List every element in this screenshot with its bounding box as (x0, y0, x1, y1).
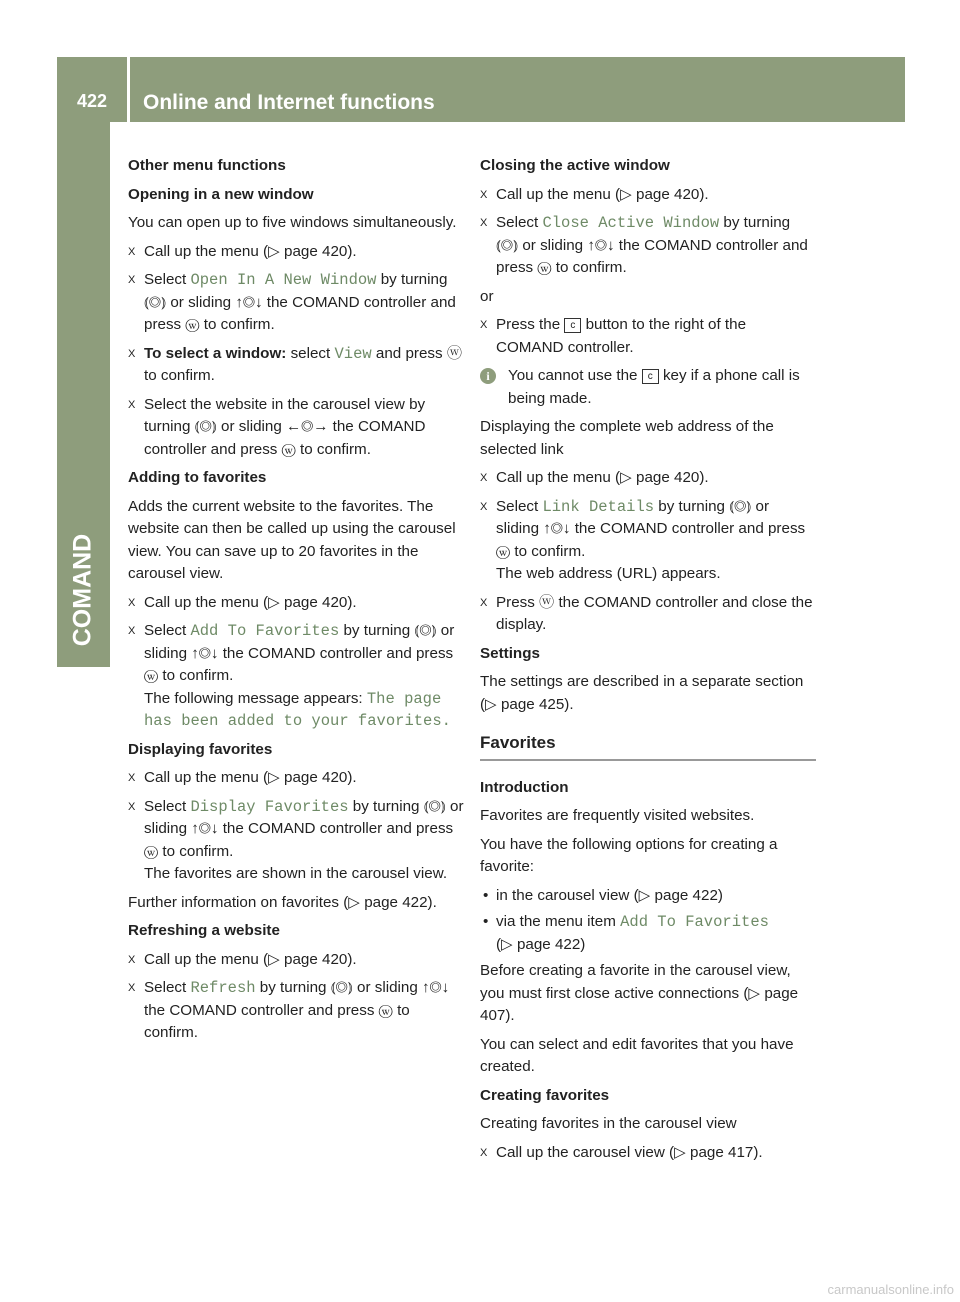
step-arrow-icon: X (480, 596, 488, 609)
section-title: Online and Internet functions (143, 91, 435, 114)
step: X Select Close Active Window by turning ⦅◎⦆ or sliding ↑◎↓ the COMAND controller and press ⓦ to confirm. (480, 214, 808, 276)
heading-adding-favorites: Adding to favorites (128, 469, 267, 486)
step-arrow-icon: X (128, 398, 136, 411)
step-arrow-icon: X (480, 472, 488, 484)
step-arrow-icon: X (128, 245, 136, 258)
step: X Call up the menu (▷ page 420). (128, 767, 464, 790)
paragraph: Displaying the complete web address of the selected link (480, 418, 774, 458)
header-divider (127, 57, 130, 122)
paragraph: Favorites are frequently visited websites. (480, 807, 755, 824)
paragraph: Adds the current website to the favorites. The website can then be called up using the carousel view. You can save up to 20 favorites in the carousel view. (128, 497, 456, 582)
heading-closing-window: Closing the active window (480, 157, 670, 174)
watermark: carmanualsonline.info (827, 1282, 954, 1297)
paragraph: Before creating a favorite in the carousel view, you must first close active connections (▷ page 407). (480, 962, 799, 1024)
list-item: • via the menu item Add To Favorites (▷ page 422) (483, 913, 769, 953)
step: X Call up the menu (▷ page 420). (128, 949, 464, 972)
step: X Press ⓦ the COMAND controller and close the display. (480, 593, 813, 633)
heading-introduction: Introduction (480, 778, 569, 796)
menu-item-text: Add To Favorites (620, 913, 769, 931)
step: X To select a window: select View and press ⓦ to confirm. (128, 344, 463, 384)
step-arrow-icon: X (480, 500, 488, 513)
heading-favorites: Favorites (480, 732, 816, 761)
step-arrow-icon: X (128, 772, 136, 784)
step-arrow-icon: X (480, 1146, 488, 1159)
menu-item-text: Close Active Window (542, 214, 720, 232)
list-item: • in the carousel view (▷ page 422) (483, 886, 723, 904)
heading-refreshing: Refreshing a website (128, 922, 280, 939)
step-arrow-icon: X (128, 982, 136, 994)
menu-item-text: Display Favorites (190, 797, 349, 816)
page-header (57, 57, 905, 122)
info-note: i You cannot use the c key if a phone call is being made. (480, 365, 816, 410)
menu-item-text: Add To Favorites (190, 622, 340, 640)
back-key-icon: c (564, 318, 581, 333)
info-icon: i (480, 368, 496, 384)
menu-item-text: Refresh (190, 979, 256, 997)
step-arrow-icon: X (480, 217, 488, 229)
heading-other-menu: Other menu functions (128, 157, 286, 174)
step: X Call up the carousel view (▷ page 417). (480, 1142, 816, 1165)
paragraph: Further information on favorites (▷ page 422). (128, 893, 437, 911)
step: X Select Refresh by turning ⦅◎⦆ or sliding ↑◎↓ the COMAND controller and press ⓦ to confirm. (128, 979, 450, 1041)
heading-displaying-favorites: Displaying favorites (128, 740, 273, 758)
step: X Select Add To Favorites by turning ⦅◎⦆ or sliding ↑◎↓ the COMAND controller and press ⓦ to confirm. The following message appears: The page has been added to your favorites. (128, 622, 455, 730)
step: X Select Display Favorites by turning ⦅◎⦆ or sliding ↑◎↓ the COMAND controller and press ⓦ to confirm. The favorites are shown in the carousel view. (128, 797, 464, 882)
step: X Call up the menu (▷ page 420). (128, 592, 464, 615)
step-arrow-icon: X (128, 625, 136, 637)
paragraph: You can select and edit favorites that you have created. (480, 1035, 794, 1075)
side-tab-label: COMAND (68, 533, 97, 647)
step: X Call up the menu (▷ page 420). (480, 467, 816, 490)
left-column (128, 155, 464, 1051)
step: X Call up the menu (▷ page 420). (480, 184, 816, 207)
paragraph: The settings are described in a separate section (▷ page 425). (480, 673, 804, 713)
paragraph: You have the following options for creating a favorite: (480, 835, 778, 875)
paragraph: You can open up to five windows simultaneously. (128, 214, 457, 231)
step: X Select Open In A New Window by turning ⦅◎⦆ or sliding ↑◎↓ the COMAND controller and press ⓦ to confirm. (128, 271, 456, 333)
menu-item-text: Open In A New Window (190, 271, 377, 289)
step-arrow-icon: X (128, 274, 136, 286)
heading-settings: Settings (480, 644, 540, 662)
step-arrow-icon: X (480, 319, 488, 331)
paragraph: Creating favorites in the carousel view (480, 1115, 737, 1132)
step-arrow-icon: X (128, 347, 136, 360)
menu-item-text: View (334, 344, 372, 363)
right-column (480, 155, 816, 1170)
step: X Call up the menu (▷ page 420). (128, 241, 464, 264)
step: X Select Link Details by turning ⦅◎⦆ or sliding ↑◎↓ the COMAND controller and press ⓦ to confirm. The web address (URL) appears. (480, 497, 806, 582)
or-text: or (480, 287, 494, 305)
back-key-icon: c (642, 369, 659, 384)
step-arrow-icon: X (128, 596, 136, 609)
page-number: 422 (76, 91, 108, 111)
step: X Select the website in the carousel view by turning ⦅◎⦆ or sliding ←◎→ the COMAND controller and press ⓦ to confirm. (128, 395, 426, 458)
menu-item-text: Link Details (542, 497, 655, 516)
heading-creating-favorites: Creating favorites (480, 1086, 610, 1104)
step: X Press the c button to the right of the COMAND controller. (480, 316, 747, 356)
heading-open-window: Opening in a new window (128, 185, 314, 203)
message-text: The page has been added to your favorites. (144, 689, 451, 730)
step-arrow-icon: X (480, 188, 488, 201)
step-arrow-icon: X (128, 800, 136, 813)
step-arrow-icon: X (128, 953, 136, 966)
